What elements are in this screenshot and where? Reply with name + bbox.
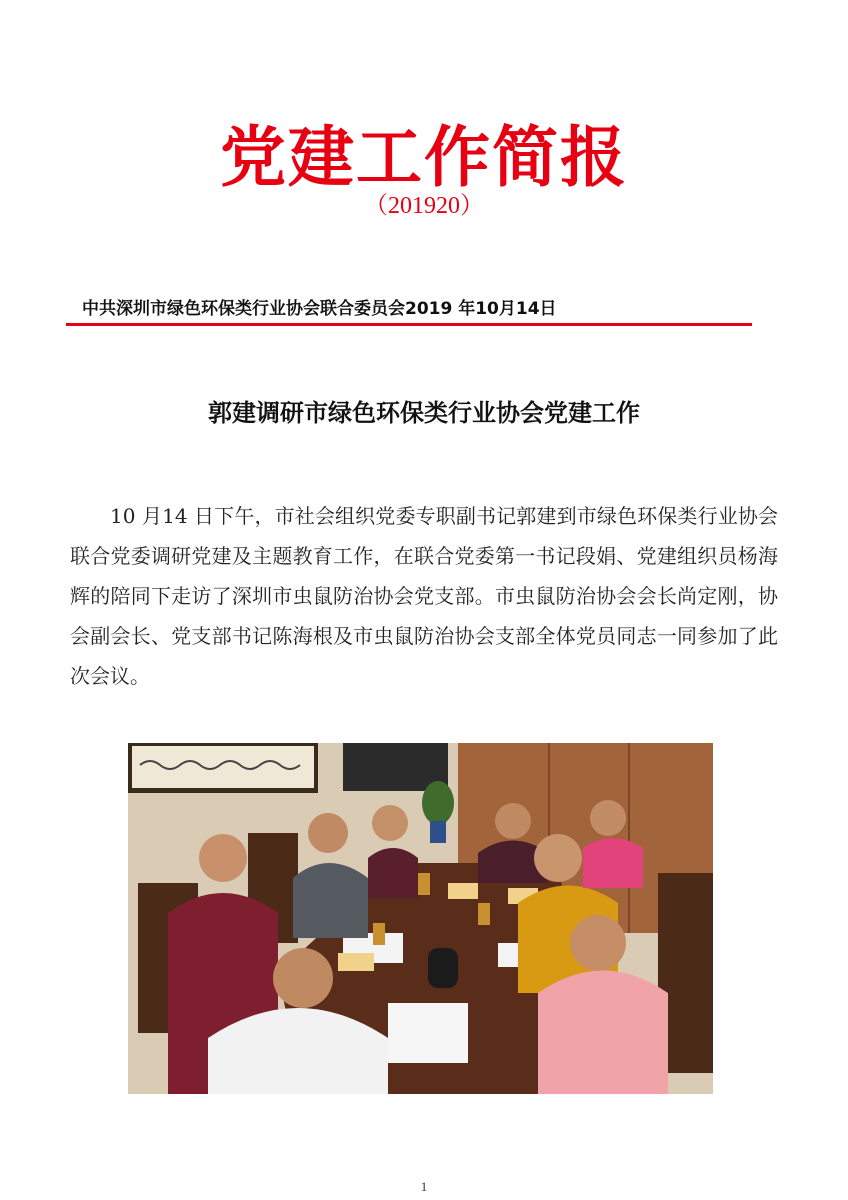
masthead-title: 党建工作简报: [220, 119, 628, 196]
page-number: 1: [420, 1179, 428, 1194]
article-headline: 郭建调研市绿色环保类行业协会党建工作: [208, 399, 640, 427]
meeting-photo-illustration: [128, 743, 713, 1094]
article-body: 10 月14 日下午，市社会组织党委专职副书记郭建到市绿色环保类行业协会联合党委调研党建及主题教育工作，在联合党委第一书记段娟、党建组织员杨海辉的陪同下走访了深圳市虫鼠防治协会党支部。市虫鼠防治协会会长尚定刚，协会副会长、党支部书记陈海根及市虫鼠防治协会支部全体党员同志一同参加了此次会议。: [70, 504, 778, 688]
red-divider: [66, 323, 752, 326]
meeting-photo: [128, 743, 713, 1094]
issue-number: （201920）: [364, 193, 484, 219]
issuer-line: 中共深圳市绿色环保类行业协会联合委员会2019 年10月14日: [82, 299, 557, 319]
